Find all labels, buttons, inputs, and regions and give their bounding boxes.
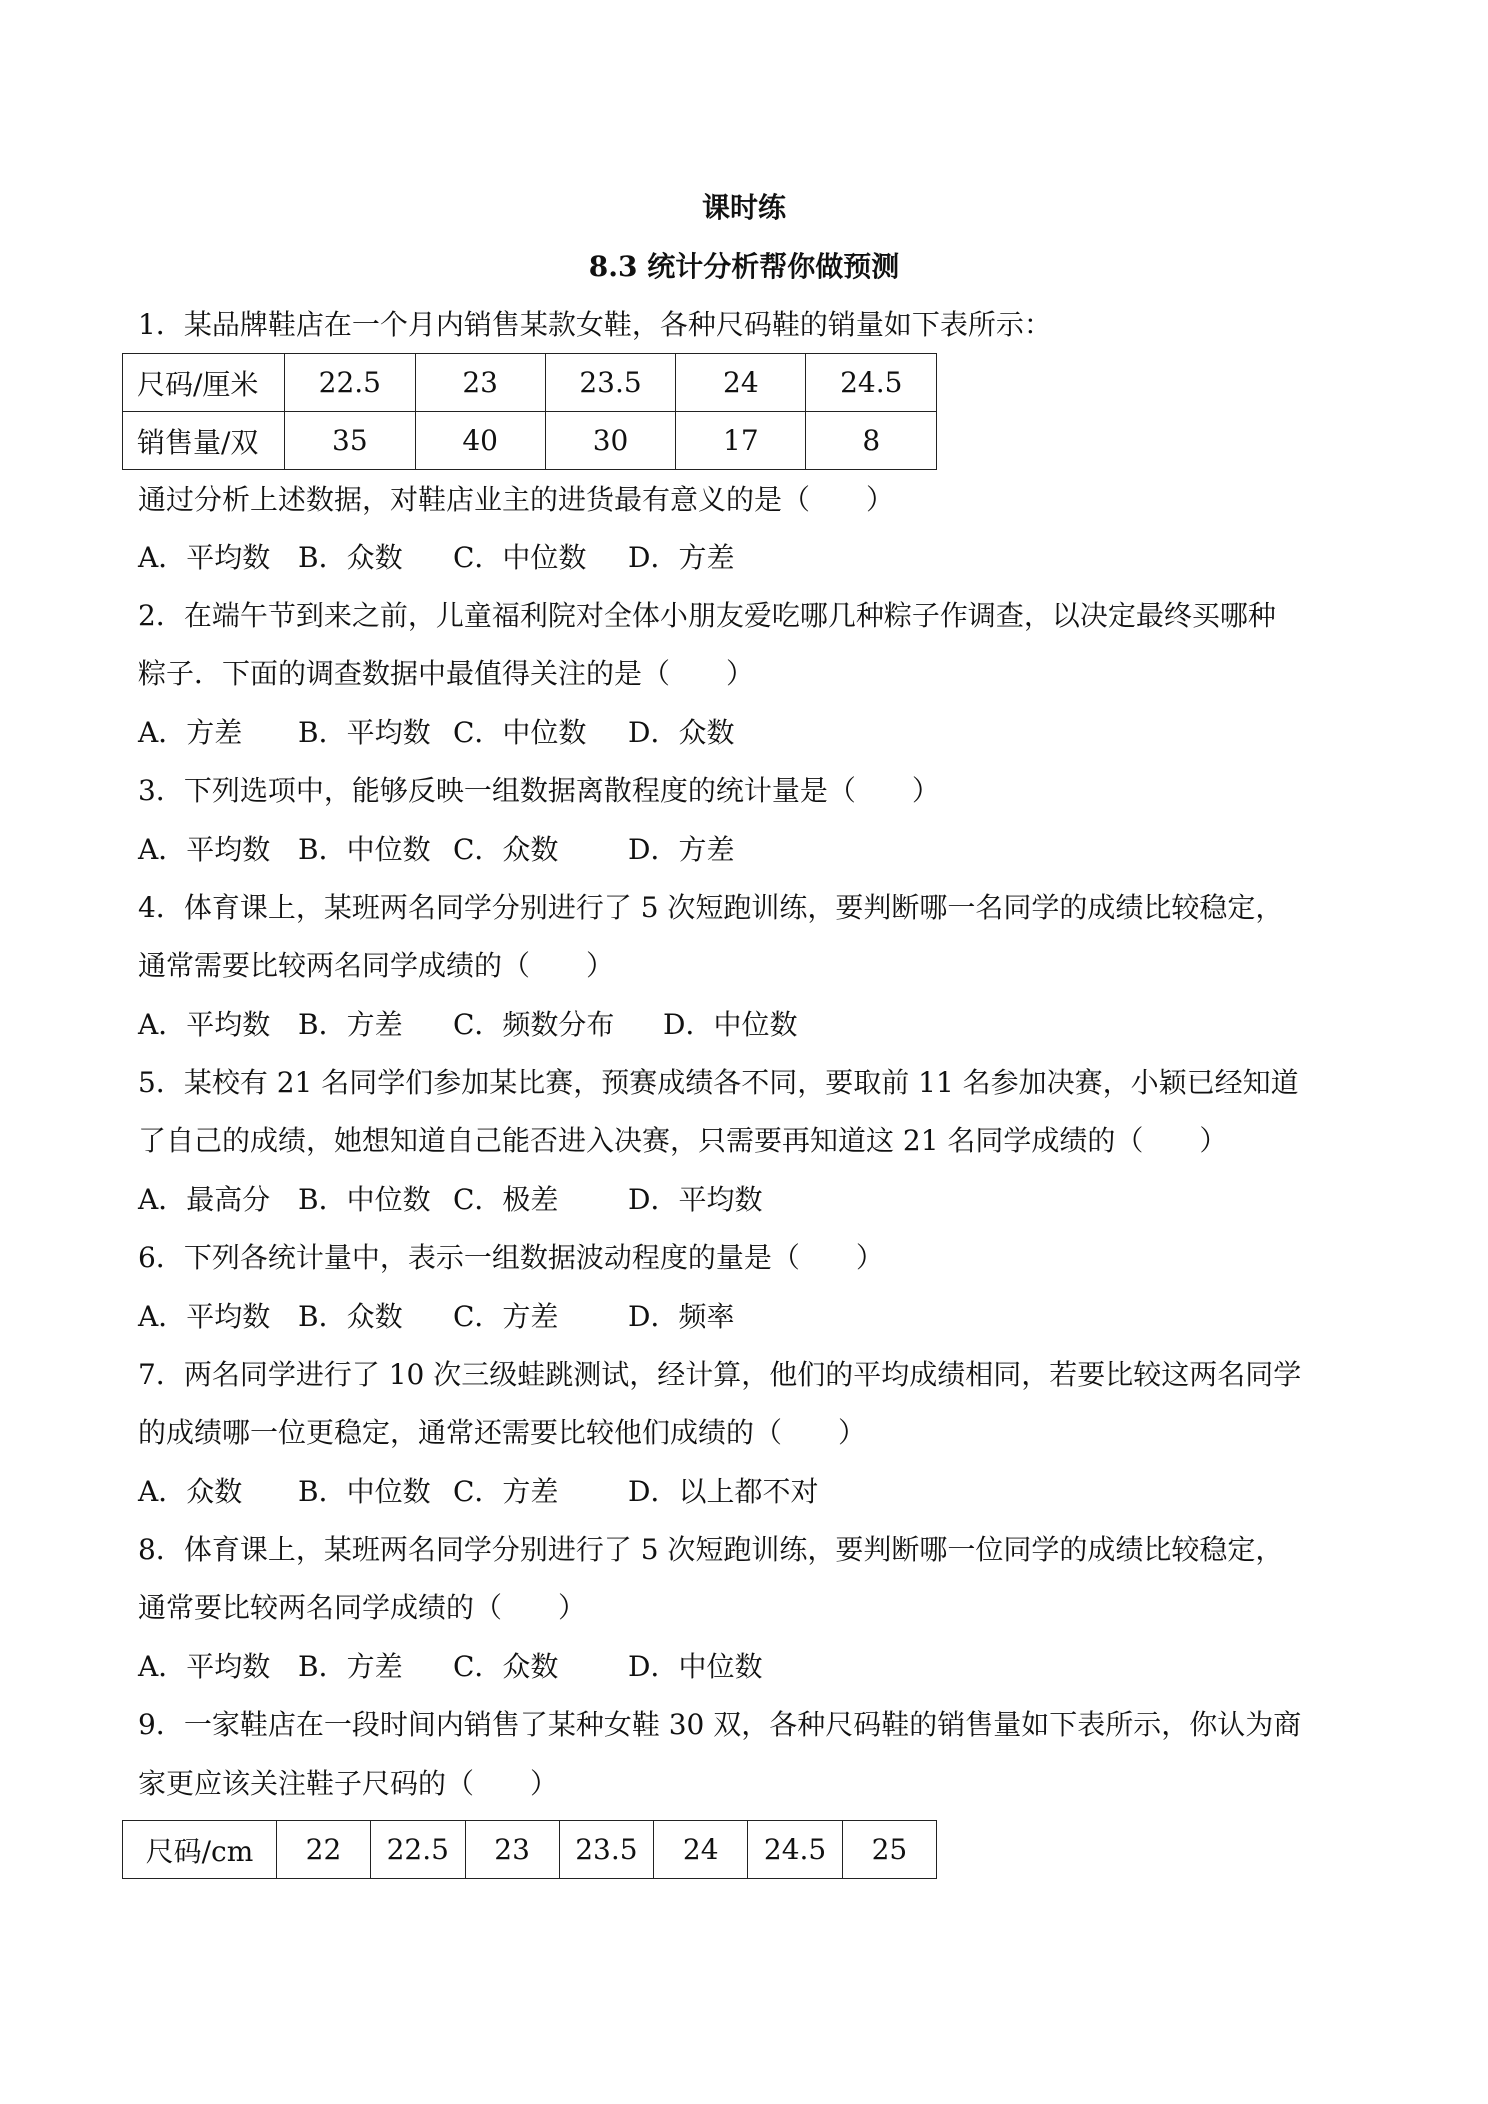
q1-cell: 尺码/厘米 — [123, 354, 285, 412]
option-a: A．最高分 — [138, 1183, 271, 1216]
option-c: C．众数 — [453, 833, 559, 866]
q4-line-1: 4．体育课上，某班两名同学分别进行了 5 次短跑训练，要判断哪一名同学的成绩比较稳定， — [138, 891, 1284, 924]
section-title: 8.3 统计分析帮你做预测 — [588, 250, 900, 283]
q5-options — [138, 1180, 762, 1220]
q7-options — [138, 1472, 818, 1512]
q7-line-2: 的成绩哪一位更稳定，通常还需要比较他们成绩的（ ） — [138, 1416, 867, 1449]
option-c: C．极差 — [453, 1183, 559, 1216]
option-d: D．众数 — [628, 716, 735, 749]
option-c: C．中位数 — [453, 716, 587, 749]
q8-line-1: 8．体育课上，某班两名同学分别进行了 5 次短跑训练，要判断哪一位同学的成绩比较稳定， — [138, 1533, 1284, 1566]
q9-size-table — [122, 1820, 937, 1879]
q1-table-row-size — [123, 354, 937, 412]
q1-table-row-sales — [123, 412, 937, 470]
q9-cell: 23 — [465, 1821, 559, 1879]
q8-options — [138, 1647, 762, 1687]
option-a: A．平均数 — [138, 541, 271, 574]
page-title: 课时练 — [701, 191, 786, 224]
option-a: A．方差 — [138, 716, 243, 749]
q9-cell: 尺码/cm — [123, 1821, 277, 1879]
option-b: B．方差 — [298, 1650, 403, 1683]
q1-stem: 1．某品牌鞋店在一个月内销售某款女鞋，各种尺码鞋的销量如下表所示： — [138, 308, 1052, 341]
q1-cell: 销售量/双 — [123, 412, 285, 470]
q2-line-2: 粽子．下面的调查数据中最值得关注的是（ ） — [138, 657, 755, 690]
option-b: B．众数 — [298, 541, 403, 574]
q9-table-row-size — [123, 1821, 937, 1879]
q1-cell: 35 — [285, 412, 415, 470]
option-d: D．方差 — [628, 833, 735, 866]
q9-cell: 24.5 — [748, 1821, 843, 1879]
option-b: B．中位数 — [298, 1475, 431, 1508]
option-c: C．方差 — [453, 1300, 559, 1333]
q2-line-1: 2．在端午节到来之前，儿童福利院对全体小朋友爱吃哪几种粽子作调查，以决定最终买哪种 — [138, 599, 1276, 632]
option-b: B．众数 — [298, 1300, 403, 1333]
q9-cell: 24 — [654, 1821, 748, 1879]
q1-cell: 30 — [545, 412, 675, 470]
option-d: D．中位数 — [663, 1008, 798, 1041]
option-c: C．中位数 — [453, 541, 587, 574]
q1-cell: 24.5 — [806, 354, 937, 412]
q6-options — [138, 1297, 734, 1337]
option-b: B．平均数 — [298, 716, 431, 749]
q9-cell: 23.5 — [559, 1821, 654, 1879]
q9-cell: 22 — [276, 1821, 370, 1879]
option-b: B．中位数 — [298, 833, 431, 866]
option-c: C．众数 — [453, 1650, 559, 1683]
q1-cell: 23 — [415, 354, 545, 412]
q1-cell: 23.5 — [545, 354, 675, 412]
option-c: C．频数分布 — [453, 1008, 615, 1041]
q6-line-1: 6．下列各统计量中，表示一组数据波动程度的量是（ ） — [138, 1241, 884, 1274]
q9-line-1: 9．一家鞋店在一段时间内销售了某种女鞋 30 双，各种尺码鞋的销售量如下表所示，你认为商 — [138, 1708, 1302, 1741]
option-d: D．方差 — [628, 541, 735, 574]
q8-line-2: 通常要比较两名同学成绩的（ ） — [138, 1591, 587, 1624]
q1-options — [138, 538, 734, 578]
option-a: A．众数 — [138, 1475, 243, 1508]
q4-options — [138, 1005, 797, 1045]
q7-line-1: 7．两名同学进行了 10 次三级蛙跳测试，经计算，他们的平均成绩相同，若要比较这两名同学 — [138, 1358, 1302, 1391]
q1-cell: 8 — [806, 412, 937, 470]
q4-line-2: 通常需要比较两名同学成绩的（ ） — [138, 949, 615, 982]
q1-cell: 40 — [415, 412, 545, 470]
option-c: C．方差 — [453, 1475, 559, 1508]
q5-line-2: 了自己的成绩，她想知道自己能否进入决赛，只需要再知道这 21 名同学成绩的（ ） — [138, 1124, 1228, 1157]
q1-cell: 24 — [676, 354, 806, 412]
q1-cell: 22.5 — [285, 354, 415, 412]
q9-cell: 22.5 — [371, 1821, 466, 1879]
option-a: A．平均数 — [138, 1008, 271, 1041]
q5-line-1: 5．某校有 21 名同学们参加某比赛，预赛成绩各不同，要取前 11 名参加决赛，小颖已经知道 — [138, 1066, 1299, 1099]
q1-cell: 17 — [676, 412, 806, 470]
q1-size-table — [122, 353, 937, 470]
option-d: D．中位数 — [628, 1650, 763, 1683]
option-d: D．以上都不对 — [628, 1475, 819, 1508]
q3-line-1: 3．下列选项中，能够反映一组数据离散程度的统计量是（ ） — [138, 774, 940, 807]
option-a: A．平均数 — [138, 833, 271, 866]
option-a: A．平均数 — [138, 1300, 271, 1333]
option-a: A．平均数 — [138, 1650, 271, 1683]
q2-options — [138, 713, 734, 753]
q1-question: 通过分析上述数据，对鞋店业主的进货最有意义的是（ ） — [138, 483, 895, 516]
q9-line-2: 家更应该关注鞋子尺码的（ ） — [138, 1767, 559, 1800]
option-d: D．频率 — [628, 1300, 735, 1333]
q9-cell: 25 — [842, 1821, 936, 1879]
option-d: D．平均数 — [628, 1183, 763, 1216]
q3-options — [138, 830, 734, 870]
option-b: B．中位数 — [298, 1183, 431, 1216]
option-b: B．方差 — [298, 1008, 403, 1041]
